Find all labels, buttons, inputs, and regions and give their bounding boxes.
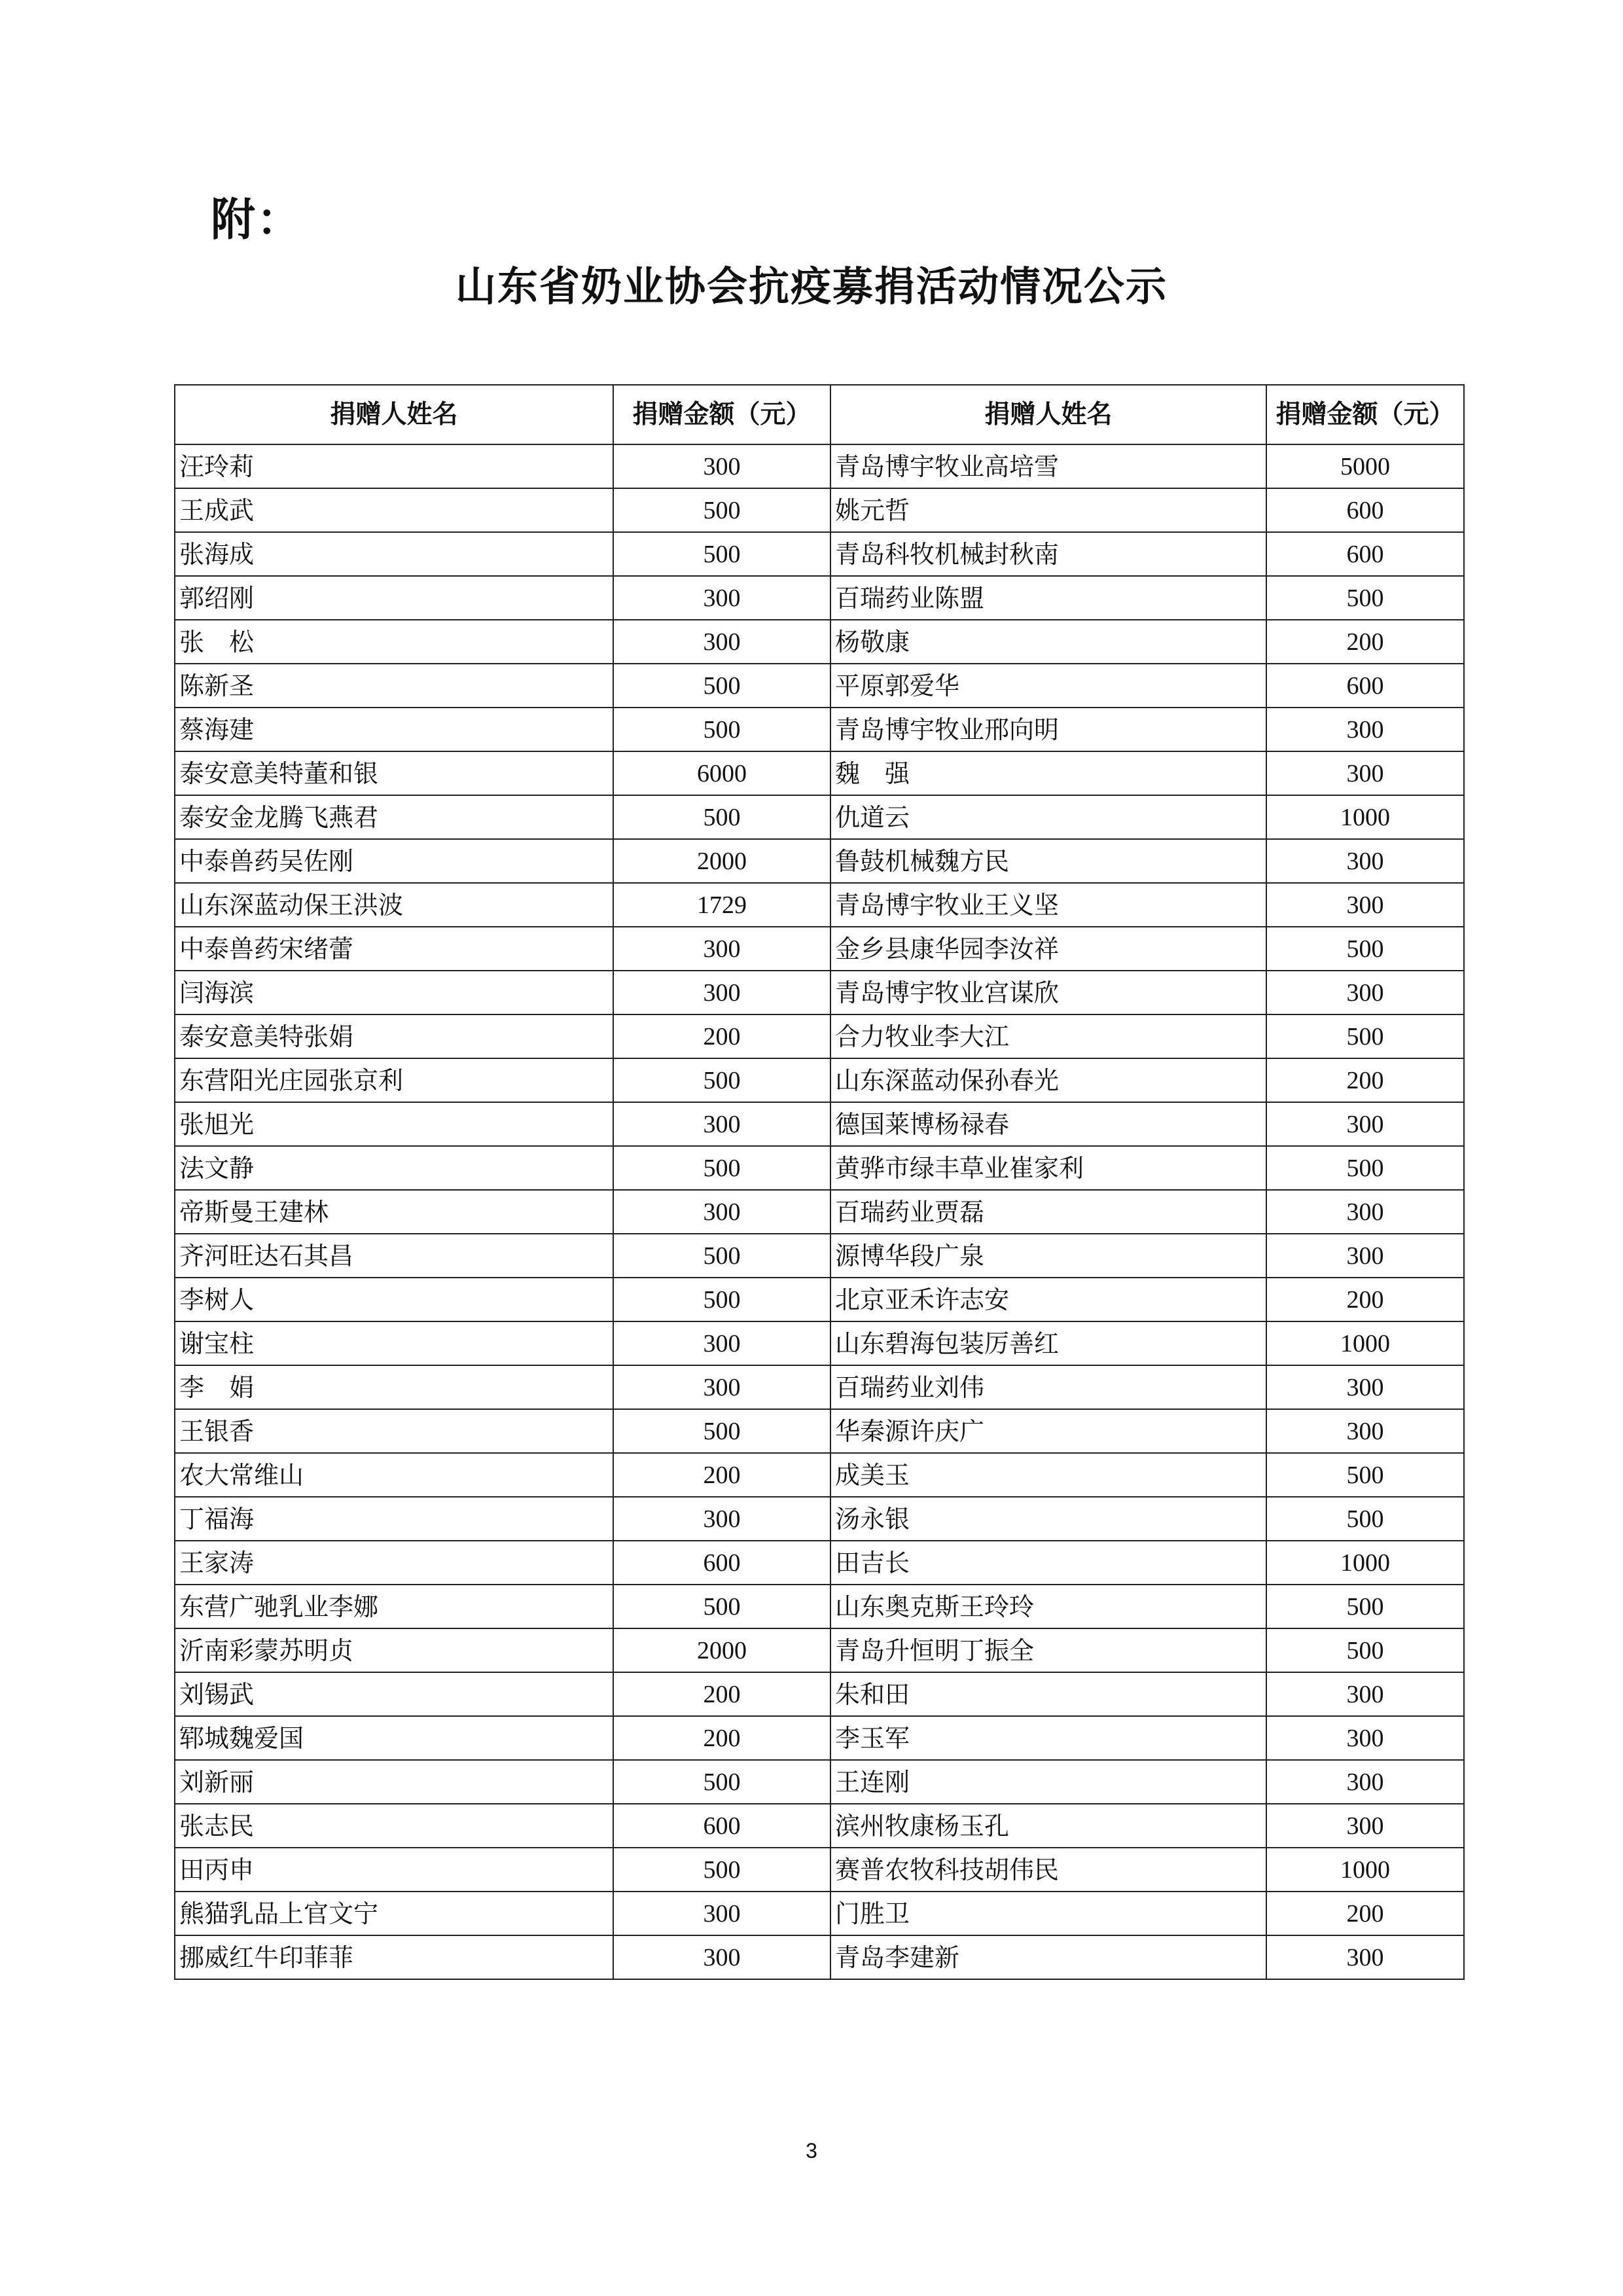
donor-name-cell: 德国莱博杨禄春 [830,1102,1266,1146]
donation-amount-cell: 300 [613,1892,830,1935]
table-row [175,1014,1464,1058]
header-donor-name-right: 捐赠人姓名 [830,385,1266,444]
donation-amount-cell: 300 [1266,1716,1464,1760]
donation-amount-cell: 200 [1266,620,1464,664]
document-title: 山东省奶业协会抗疫募捐活动情况公示 [455,262,1168,310]
table-row [175,839,1464,883]
donation-amount-cell: 500 [1266,927,1464,971]
donor-name-cell: 李玉军 [830,1716,1266,1760]
donor-name-cell: 百瑞药业刘伟 [830,1365,1266,1409]
donation-amount-cell: 300 [613,1935,830,1979]
donor-name-cell: 齐河旺达石其昌 [175,1234,613,1278]
donor-name-cell: 青岛博宇牧业王义坚 [830,883,1266,927]
donation-amount-cell: 2000 [613,839,830,883]
table-row [175,708,1464,751]
header-amount-left: 捐赠金额（元） [613,385,830,444]
donation-amount-cell: 200 [613,1453,830,1497]
donation-amount-cell: 200 [613,1716,830,1760]
table-row [175,883,1464,927]
table-row [175,1058,1464,1102]
donation-amount-cell: 300 [1266,1190,1464,1234]
donation-amount-cell: 1000 [1266,795,1464,839]
donation-amount-cell: 600 [613,1541,830,1585]
donation-amount-cell: 300 [1266,1102,1464,1146]
donor-name-cell: 刘新丽 [175,1760,613,1804]
donation-amount-cell: 500 [613,1146,830,1190]
table-row [175,576,1464,620]
donor-name-cell: 青岛博宇牧业邢向明 [830,708,1266,751]
donor-name-cell: 沂南彩蒙苏明贞 [175,1628,613,1672]
donor-name-cell: 青岛升恒明丁振全 [830,1628,1266,1672]
donor-name-cell: 百瑞药业陈盟 [830,576,1266,620]
table-row [175,751,1464,795]
donation-amount-cell: 1000 [1266,1321,1464,1365]
donor-name-cell: 王连刚 [830,1760,1266,1804]
table-row [175,1716,1464,1760]
donor-name-cell: 赛普农牧科技胡伟民 [830,1848,1266,1892]
donation-amount-cell: 500 [613,1278,830,1321]
table-row [175,1848,1464,1892]
donation-amount-cell: 500 [613,1409,830,1453]
donation-amount-cell: 500 [613,664,830,708]
donation-amount-cell: 300 [1266,1760,1464,1804]
page-number: 3 [806,2139,817,2162]
donation-amount-cell: 600 [1266,488,1464,532]
table-row [175,927,1464,971]
donor-name-cell: 熊猫乳品上官文宁 [175,1892,613,1935]
donor-name-cell: 仇道云 [830,795,1266,839]
donor-name-cell: 汤永银 [830,1497,1266,1541]
donation-amount-cell: 300 [1266,971,1464,1014]
donation-amount-cell: 1000 [1266,1541,1464,1585]
donation-amount-cell: 200 [1266,1278,1464,1321]
donation-amount-cell: 300 [613,1190,830,1234]
donation-amount-cell: 300 [613,1321,830,1365]
table-row [175,1497,1464,1541]
donor-name-cell: 泰安金龙腾飞燕君 [175,795,613,839]
donation-amount-cell: 300 [1266,1234,1464,1278]
donor-name-cell: 东营阳光庄园张京利 [175,1058,613,1102]
donor-name-cell: 北京亚禾许志安 [830,1278,1266,1321]
donor-name-cell: 杨敬康 [830,620,1266,664]
donor-name-cell: 源博华段广泉 [830,1234,1266,1278]
donor-name-cell: 挪威红牛印菲菲 [175,1935,613,1979]
donor-name-cell: 谢宝柱 [175,1321,613,1365]
donation-amount-cell: 300 [613,576,830,620]
donor-name-cell: 郭绍刚 [175,576,613,620]
donor-name-cell: 王成武 [175,488,613,532]
donor-name-cell: 李树人 [175,1278,613,1321]
donation-amount-cell: 600 [1266,664,1464,708]
table-row [175,488,1464,532]
donation-amount-cell: 300 [1266,839,1464,883]
attachment-label: 附： [211,194,303,246]
donor-name-cell: 青岛博宇牧业高培雪 [830,444,1266,488]
donor-name-cell: 华秦源许庆广 [830,1409,1266,1453]
table-row [175,1278,1464,1321]
donation-amount-cell: 300 [613,927,830,971]
table-row [175,1585,1464,1628]
donation-amount-cell: 300 [1266,883,1464,927]
donor-name-cell: 王家涛 [175,1541,613,1585]
table-row [175,1146,1464,1190]
table-row [175,1628,1464,1672]
donation-amount-cell: 500 [613,1234,830,1278]
donation-amount-cell: 500 [1266,1014,1464,1058]
donation-amount-cell: 500 [613,1848,830,1892]
donation-amount-cell: 500 [613,532,830,576]
table-row [175,620,1464,664]
donor-name-cell: 山东深蓝动保孙春光 [830,1058,1266,1102]
donation-amount-cell: 500 [613,1058,830,1102]
donation-amount-cell: 600 [1266,532,1464,576]
donor-name-cell: 姚元哲 [830,488,1266,532]
table-row [175,1409,1464,1453]
donation-amount-cell: 300 [613,620,830,664]
table-row [175,532,1464,576]
donation-amount-cell: 300 [1266,1672,1464,1716]
donation-amount-cell: 500 [1266,1146,1464,1190]
donor-name-cell: 丁福海 [175,1497,613,1541]
donation-amount-cell: 500 [613,795,830,839]
donor-name-cell: 刘锡武 [175,1672,613,1716]
donor-name-cell: 张 松 [175,620,613,664]
donation-amount-cell: 300 [1266,708,1464,751]
donor-name-cell: 金乡县康华园李汝祥 [830,927,1266,971]
donor-name-cell: 张志民 [175,1804,613,1848]
table-row [175,1365,1464,1409]
donor-name-cell: 成美玉 [830,1453,1266,1497]
donation-amount-cell: 300 [1266,751,1464,795]
table-row [175,1760,1464,1804]
donor-name-cell: 泰安意美特张娟 [175,1014,613,1058]
donation-amount-cell: 500 [1266,1585,1464,1628]
donor-name-cell: 滨州牧康杨玉孔 [830,1804,1266,1848]
donor-name-cell: 百瑞药业贾磊 [830,1190,1266,1234]
donor-name-cell: 李 娟 [175,1365,613,1409]
donation-amount-cell: 300 [1266,1365,1464,1409]
donation-amount-cell: 300 [613,971,830,1014]
donor-name-cell: 张旭光 [175,1102,613,1146]
donation-amount-cell: 600 [613,1804,830,1848]
donor-name-cell: 泰安意美特董和银 [175,751,613,795]
donation-amount-cell: 200 [1266,1892,1464,1935]
donation-amount-cell: 500 [613,708,830,751]
donor-name-cell: 田丙申 [175,1848,613,1892]
donor-name-cell: 张海成 [175,532,613,576]
table-row [175,1892,1464,1935]
donation-amount-cell: 300 [1266,1935,1464,1979]
donation-amount-cell: 200 [1266,1058,1464,1102]
donation-amount-cell: 1000 [1266,1848,1464,1892]
donation-amount-cell: 1729 [613,883,830,927]
donor-name-cell: 王银香 [175,1409,613,1453]
table-row [175,1102,1464,1146]
table-row [175,795,1464,839]
donor-name-cell: 朱和田 [830,1672,1266,1716]
donor-name-cell: 闫海滨 [175,971,613,1014]
donation-amount-cell: 200 [613,1672,830,1716]
donor-name-cell: 平原郭爱华 [830,664,1266,708]
donor-name-cell: 青岛博宇牧业宫谋欣 [830,971,1266,1014]
donor-name-cell: 农大常维山 [175,1453,613,1497]
donor-name-cell: 中泰兽药宋绪蕾 [175,927,613,971]
table-row [175,1234,1464,1278]
donation-amount-cell: 500 [1266,1628,1464,1672]
table-row [175,1190,1464,1234]
donor-name-cell: 门胜卫 [830,1892,1266,1935]
table-row [175,1804,1464,1848]
table-row [175,1321,1464,1365]
header-amount-right: 捐赠金额（元） [1266,385,1464,444]
donation-amount-cell: 300 [1266,1804,1464,1848]
donor-name-cell: 魏 强 [830,751,1266,795]
donation-amount-cell: 500 [613,1585,830,1628]
donation-amount-cell: 300 [613,1497,830,1541]
table-row [175,664,1464,708]
donation-amount-cell: 2000 [613,1628,830,1672]
donor-name-cell: 田吉长 [830,1541,1266,1585]
donation-amount-cell: 300 [613,444,830,488]
donor-name-cell: 鲁鼓机械魏方民 [830,839,1266,883]
donation-amount-cell: 300 [613,1102,830,1146]
donor-name-cell: 合力牧业李大江 [830,1014,1266,1058]
donation-amount-cell: 500 [613,1760,830,1804]
donation-amount-cell: 300 [613,1365,830,1409]
donor-name-cell: 山东碧海包装厉善红 [830,1321,1266,1365]
donation-amount-cell: 5000 [1266,444,1464,488]
donor-name-cell: 青岛科牧机械封秋南 [830,532,1266,576]
donation-amount-cell: 500 [1266,576,1464,620]
header-donor-name-left: 捐赠人姓名 [175,385,613,444]
table-header-row [175,385,1464,444]
donation-amount-cell: 500 [1266,1497,1464,1541]
donation-amount-cell: 500 [613,488,830,532]
table-row [175,1935,1464,1979]
donor-name-cell: 青岛李建新 [830,1935,1266,1979]
donation-amount-cell: 500 [1266,1453,1464,1497]
donor-name-cell: 陈新圣 [175,664,613,708]
donor-name-cell: 法文静 [175,1146,613,1190]
donor-name-cell: 汪玲莉 [175,444,613,488]
donor-name-cell: 东营广驰乳业李娜 [175,1585,613,1628]
donor-name-cell: 山东深蓝动保王洪波 [175,883,613,927]
donor-name-cell: 帝斯曼王建林 [175,1190,613,1234]
donor-name-cell: 中泰兽药吴佐刚 [175,839,613,883]
donation-amount-cell: 300 [1266,1409,1464,1453]
table-row [175,1453,1464,1497]
table-body [175,444,1464,1979]
donor-name-cell: 蔡海建 [175,708,613,751]
donor-name-cell: 黄骅市绿丰草业崔家利 [830,1146,1266,1190]
table-row [175,1541,1464,1585]
table-row [175,1672,1464,1716]
donor-name-cell: 郓城魏爱国 [175,1716,613,1760]
table-row [175,971,1464,1014]
donor-name-cell: 山东奥克斯王玲玲 [830,1585,1266,1628]
donation-amount-cell: 6000 [613,751,830,795]
table-row [175,444,1464,488]
donation-table [174,384,1465,1980]
donation-amount-cell: 200 [613,1014,830,1058]
